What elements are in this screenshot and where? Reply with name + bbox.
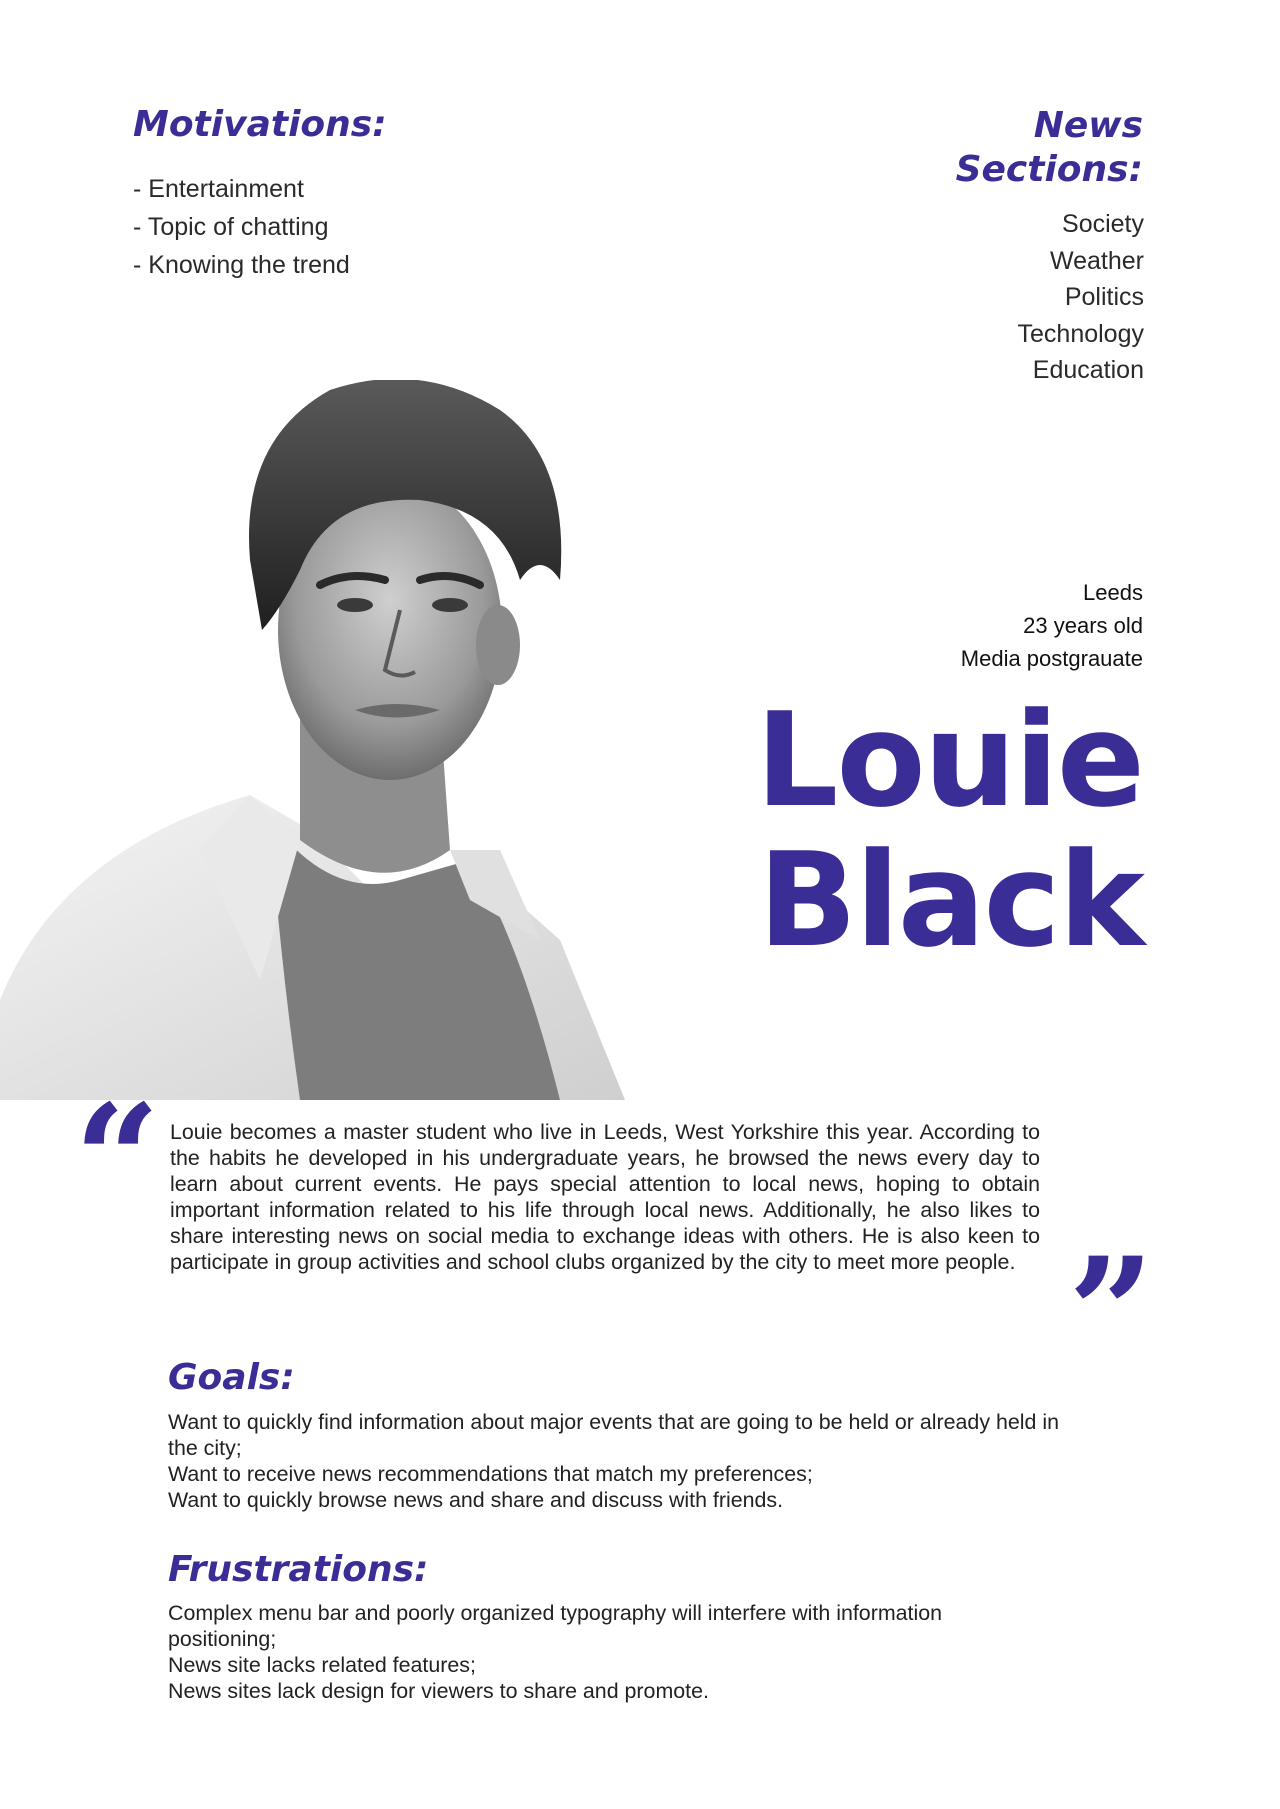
- goal-item: Want to quickly browse news and share and discuss with friends.: [168, 1488, 784, 1512]
- news-sections-heading-line2: Sections:: [955, 149, 1143, 190]
- frustration-item: Complex menu bar and poorly organized typography will interfere with information positioning;: [168, 1601, 943, 1651]
- goals-heading: Goals:: [168, 1357, 295, 1398]
- frustrations-heading: Frustrations:: [168, 1549, 429, 1590]
- persona-last-name: Black: [758, 824, 1143, 976]
- frustration-item: News site lacks related features;: [168, 1653, 476, 1677]
- profile-info: [961, 576, 1143, 675]
- motivations-heading: Motivations:: [133, 104, 387, 145]
- profile-location: Leeds: [1083, 580, 1143, 605]
- frustration-item: News sites lack design for viewers to share and promote.: [168, 1679, 709, 1703]
- motivation-item: - Topic of chatting: [133, 213, 329, 241]
- persona-bio: Louie becomes a master student who live in Leeds, West Yorkshire this year. According to the habits he developed in his undergraduate years, he browsed the news every day to learn about current events. He pays special attention to local news, hoping to obtain important information related to his life through local news. Additionally, he also likes to share interesting news on social media to exchange ideas with others. He is also keen to participate in group activities and school clubs organized by the city to meet more people.: [170, 1120, 1040, 1274]
- close-quote-icon: ”: [1068, 1225, 1155, 1401]
- profile-occupation: Media postgrauate: [960, 646, 1143, 671]
- profile-age: 23 years old: [1023, 613, 1143, 638]
- goal-item: Want to receive news recommendations that match my preferences;: [168, 1462, 813, 1486]
- motivation-item: - Entertainment: [133, 175, 304, 203]
- motivation-item: - Knowing the trend: [133, 251, 350, 279]
- news-section-item: Weather: [1049, 246, 1144, 275]
- frustrations-list: [168, 1600, 988, 1704]
- news-section-item: Society: [1062, 210, 1144, 238]
- persona-portrait: [0, 380, 640, 1100]
- persona-name: [755, 684, 1143, 976]
- news-sections-list: [1018, 206, 1144, 389]
- news-section-item: Politics: [1064, 283, 1144, 311]
- motivations-list: [133, 170, 350, 284]
- news-sections-heading: [843, 104, 1143, 192]
- news-section-item: Education: [1032, 356, 1144, 384]
- goals-list: [168, 1409, 1068, 1513]
- persona-first-name: Louie: [755, 684, 1143, 836]
- open-quote-icon: “: [74, 1072, 161, 1248]
- news-sections-heading-line1: News: [1033, 105, 1143, 146]
- goal-item: Want to quickly find information about major events that are going to be held or already held in the city;: [168, 1410, 1060, 1460]
- news-section-item: Technology: [1017, 319, 1144, 348]
